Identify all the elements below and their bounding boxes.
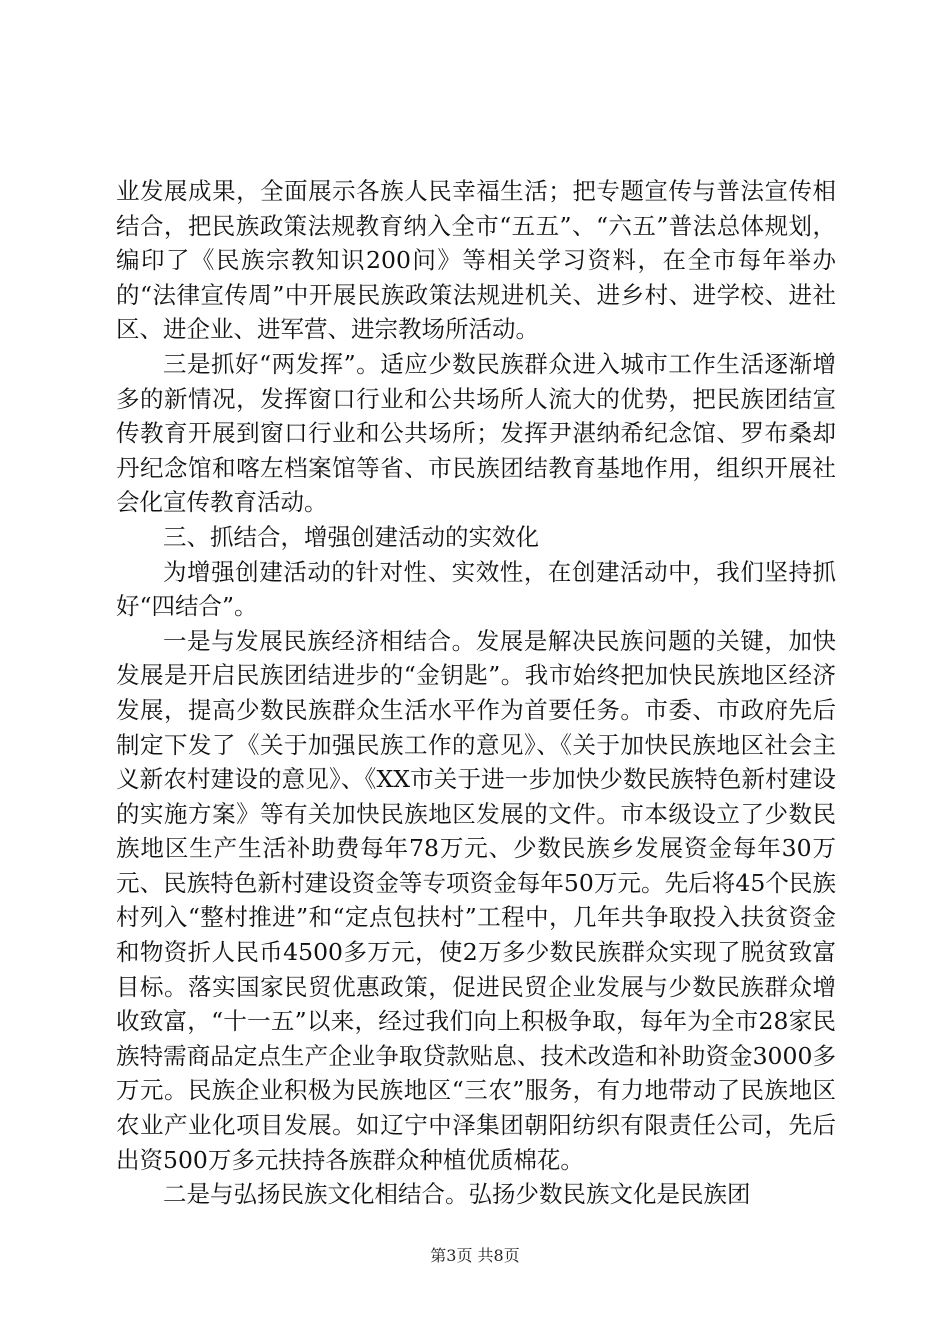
paragraph-4: 一是与发展民族经济相结合。发展是解决民族问题的关键，加快发展是开启民族团结进步的“金钥匙”。我市始终把加快民族地区经济发展，提高少数民族群众生活水平作为首要任务。市委、市政府先后制定下发了《关于加强民族工作的意见》、《关于加快民族地区社会主义新农村建设的意见》、《XX市关于进一步加快少数民族特色新村建设的实施方案》等有关加快民族地区发展的文件。市本级设立了少数民族地区生产生活补助费每年78万元、少数民族乡发展资金每年30万元、民族特色新村建设资金等专项资金每年50万元。先后将45个民族村列入“整村推进”和“定点包扶村”工程中，几年共争取投入扶贫资金和物资折人民币4500多万元，使2万多少数民族群众实现了脱贫致富目标。落实国家民贸优惠政策，促进民贸企业发展与少数民族群众增收致富，“十一五”以来，经过我们向上积极争取，每年为全市28家民族特需商品定点生产企业争取贷款贴息、技术改造和补助资金3000多万元。民族企业积极为民族地区“三农”服务，有力地带动了民族地区农业产业化项目发展。如辽宁中泽集团朝阳纺织有限责任公司，先后出资500万多元扶持各族群众种植优质棉花。 [116, 626, 836, 1174]
paragraph-1: 业发展成果，全面展示各族人民幸福生活；把专题宣传与普法宣传相结合，把民族政策法规教育纳入全市“五五”、“六五”普法总体规划，编印了《民族宗教知识200问》等相关学习资料，在全市每年举办的“法律宣传周”中开展民族政策法规进机关、进乡村、进学校、进社区、进企业、进军营、进宗教场所活动。 [116, 177, 836, 344]
page-number-footer: 第3页 共8页 [430, 1246, 520, 1265]
paragraph-3: 为增强创建活动的针对性、实效性，在创建活动中，我们坚持抓好“四结合”。 [116, 557, 836, 621]
paragraph-2: 三是抓好“两发挥”。适应少数民族群众进入城市工作生活逐渐增多的新情况，发挥窗口行业和公共场所人流大的优势，把民族团结宣传教育开展到窗口行业和公共场所；发挥尹湛纳希纪念馆、罗布桑却丹纪念馆和喀左档案馆等省、市民族团结教育基地作用，组织开展社会化宣传教育活动。 [116, 349, 836, 517]
paragraph-5: 二是与弘扬民族文化相结合。弘扬少数民族文化是民族团 [163, 1180, 751, 1209]
document-body [116, 174, 836, 1212]
section-heading: 三、抓结合，增强创建活动的实效化 [163, 522, 539, 551]
